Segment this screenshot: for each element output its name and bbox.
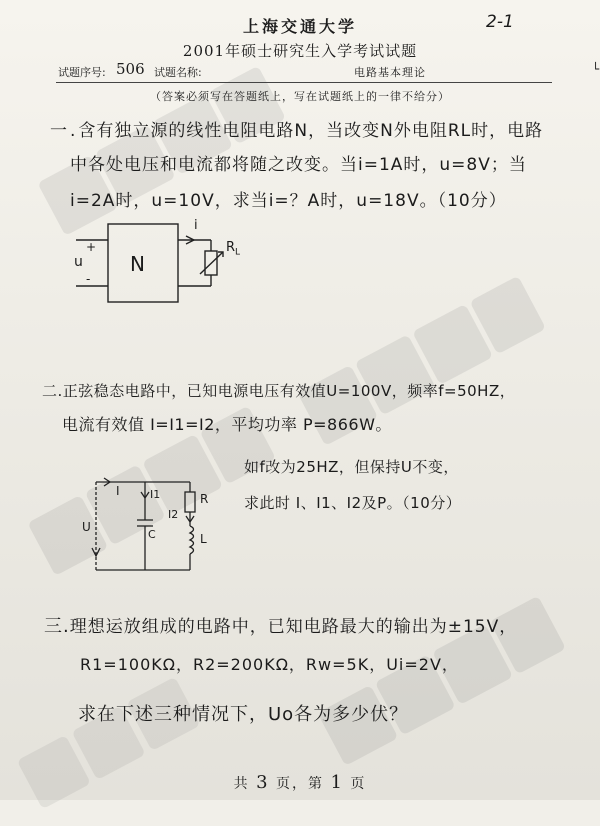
q1-number: 一.: [50, 121, 79, 141]
q2-line-1: [42, 380, 515, 401]
exam-subject: 电路基本理论: [354, 66, 426, 79]
q2-text-1: 正弦稳态电路中，已知电源电压有效值U=100V，频率f=50HZ，: [62, 382, 516, 400]
q1-voltage-label: u: [74, 254, 83, 270]
q2-line-4: 求此时 I、I1、I2及P。（10分）: [244, 494, 462, 512]
q2-line-3: 如f改为25HZ，但保持U不变，: [244, 458, 459, 476]
q2-i-label: I: [116, 484, 120, 498]
watermark-2: [293, 267, 558, 467]
page-footer: [0, 772, 600, 793]
q1-load-subscript: L: [235, 247, 241, 258]
watermark-5: [12, 658, 228, 826]
q2-circuit-diagram: [80, 470, 220, 580]
university-name: 上海交通大学: [242, 17, 357, 36]
q1-line-3: i=2A时，u=10V，求当i=？A时，u=18V。（10分）: [70, 191, 507, 211]
q3-number: 三.: [44, 616, 70, 637]
answer-notice: （答案必须写在答题纸上，写在试题纸上的一律不给分）: [150, 90, 450, 103]
q2-resistor: [185, 492, 195, 512]
serial-label: 试题序号:: [58, 66, 106, 79]
q2-l-label: L: [200, 532, 207, 546]
corner-page-number: 2-1: [486, 12, 514, 32]
q3-line-1: [44, 612, 517, 638]
q2-number: 二.: [42, 382, 63, 400]
exam-title: 2001年硕士研究生入学考试试题: [182, 42, 418, 60]
q1-variable-arrow: [200, 252, 223, 274]
q2-i2-label: I2: [168, 508, 179, 521]
footer-middle: 页，第: [276, 776, 324, 792]
q2-line-2: 电流有效值 I=I1=I2，平均功率 P=866W。: [62, 415, 392, 434]
exam-info-row: [52, 60, 552, 82]
q3-line-3: 求在下述三种情况下，Uo各为多少伏？: [78, 704, 409, 725]
q3-line-2: R1=100KΩ，R2=200KΩ，Rw=5K，Ui=2V，: [80, 655, 459, 674]
footer-suffix: 页: [350, 776, 367, 792]
q1-text-1: 含有独立源的线性电阻电路N，当改变N外电阻RL时，电路: [78, 121, 544, 141]
q1-minus-sign: -: [86, 272, 91, 286]
q1-load-label: [226, 240, 240, 258]
footer-prefix: 共: [233, 776, 250, 792]
info-underline: [56, 82, 552, 83]
q1-plus-sign: +: [86, 240, 97, 254]
q1-current-label: i: [194, 218, 198, 233]
q2-i1-label: I1: [150, 488, 161, 501]
serial-value: 506: [116, 60, 145, 78]
q2-u-label: U: [82, 520, 91, 534]
q1-line-2: 中各处电压和电流都将随之改变。当i=1A时，u=8V；当: [70, 155, 527, 175]
q1-block-label: N: [130, 252, 145, 276]
q1-circuit-diagram: [68, 218, 258, 313]
q2-r-label: R: [200, 492, 209, 506]
q1-line-1: [50, 116, 543, 141]
corner-tick: └: [592, 62, 600, 76]
q3-text-1: 理想运放组成的电路中，已知电路最大的输出为±15V，: [69, 617, 518, 637]
q2-inductor: [190, 526, 194, 554]
q1-load-r: R: [226, 240, 236, 255]
footer-page-number: 1: [330, 772, 344, 793]
footer-total-pages: 3: [256, 772, 270, 793]
q2-c-label: C: [148, 528, 156, 541]
exam-name-label: 试题名称:: [154, 66, 202, 79]
